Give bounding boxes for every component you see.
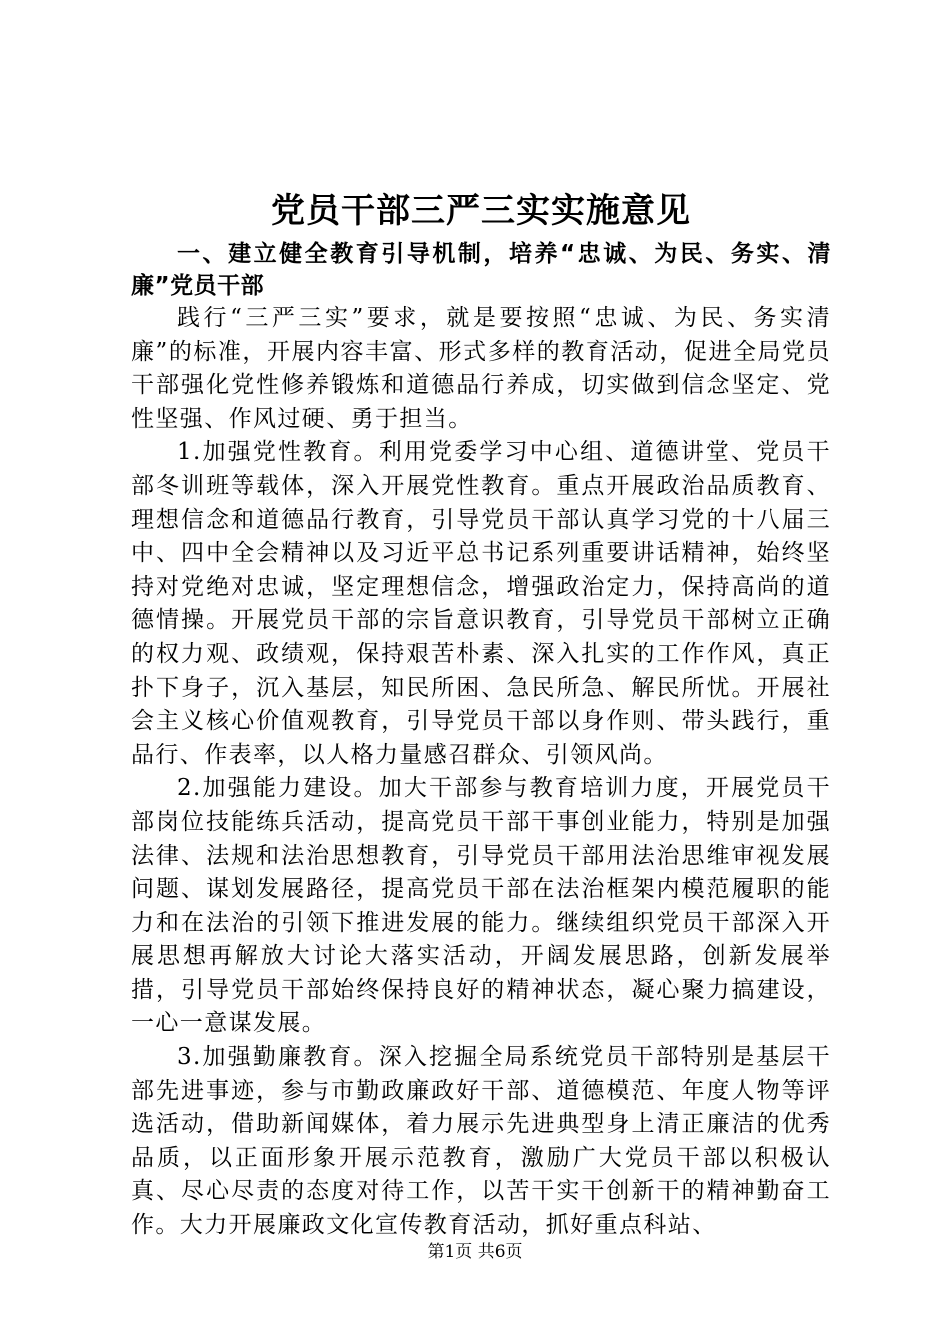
document-body	[131, 184, 831, 1243]
paragraph-intro: 践行“三严三实”要求，就是要按照“忠诚、为民、务实清廉”的标准，开展内容丰富、形式多样的教育活动，促进全局党员干部强化党性修养锻炼和道德品行养成，切实做到信念坚定、党性坚强、作风过硬、勇于担当。	[131, 305, 831, 432]
document-title: 党员干部三严三实实施意见	[271, 191, 691, 231]
paragraph-item-1: 1.加强党性教育。利用党委学习中心组、道德讲堂、党员干部冬训班等载体，深入开展党性教育。重点开展政治品质教育、理想信念和道德品行教育，引导党员干部认真学习党的十八届三中、四中全会精神以及习近平总书记系列重要讲话精神，始终坚持对党绝对忠诚，坚定理想信念，增强政治定力，保持高尚的道德情操。开展党员干部的宗旨意识教育，引导党员干部树立正确的权力观、政绩观，保持艰苦朴素、深入扎实的工作作风，真正扑下身子，沉入基层，知民所困、急民所急、解民所忧。开展社会主义核心价值观教育，引导党员干部以身作则、带头践行，重品行、作表率，以人格力量感召群众、引领风尚。	[131, 439, 831, 768]
paragraph-item-2: 2.加强能力建设。加大干部参与教育培训力度，开展党员干部岗位技能练兵活动，提高党员干部干事创业能力，特别是加强法律、法规和法治思想教育，引导党员干部用法治思维审视发展问题、谋划发展路径，提高党员干部在法治框架内模范履职的能力和在法治的引领下推进发展的能力。继续组织党员干部深入开展思想再解放大讨论大落实活动，开阔发展思路，创新发展举措，引导党员干部始终保持良好的精神状态，凝心聚力搞建设，一心一意谋发展。	[131, 775, 831, 1037]
page-footer: 第1页 共6页	[427, 1242, 523, 1262]
paragraph-item-3: 3.加强勤廉教育。深入挖掘全局系统党员干部特别是基层干部先进事迹，参与市勤政廉政好干部、道德模范、年度人物等评选活动，借助新闻媒体，着力展示先进典型身上清正廉洁的优秀品质，以正面形象开展示范教育，激励广大党员干部以积极认真、尽心尽责的态度对待工作，以苦干实干创新干的精神勤奋工作。大力开展廉政文化宣传教育活动，抓好重点科站、	[131, 1044, 831, 1239]
section-heading: 一、建立健全教育引导机制，培养“忠诚、为民、务实、清廉”党员干部	[131, 241, 831, 299]
